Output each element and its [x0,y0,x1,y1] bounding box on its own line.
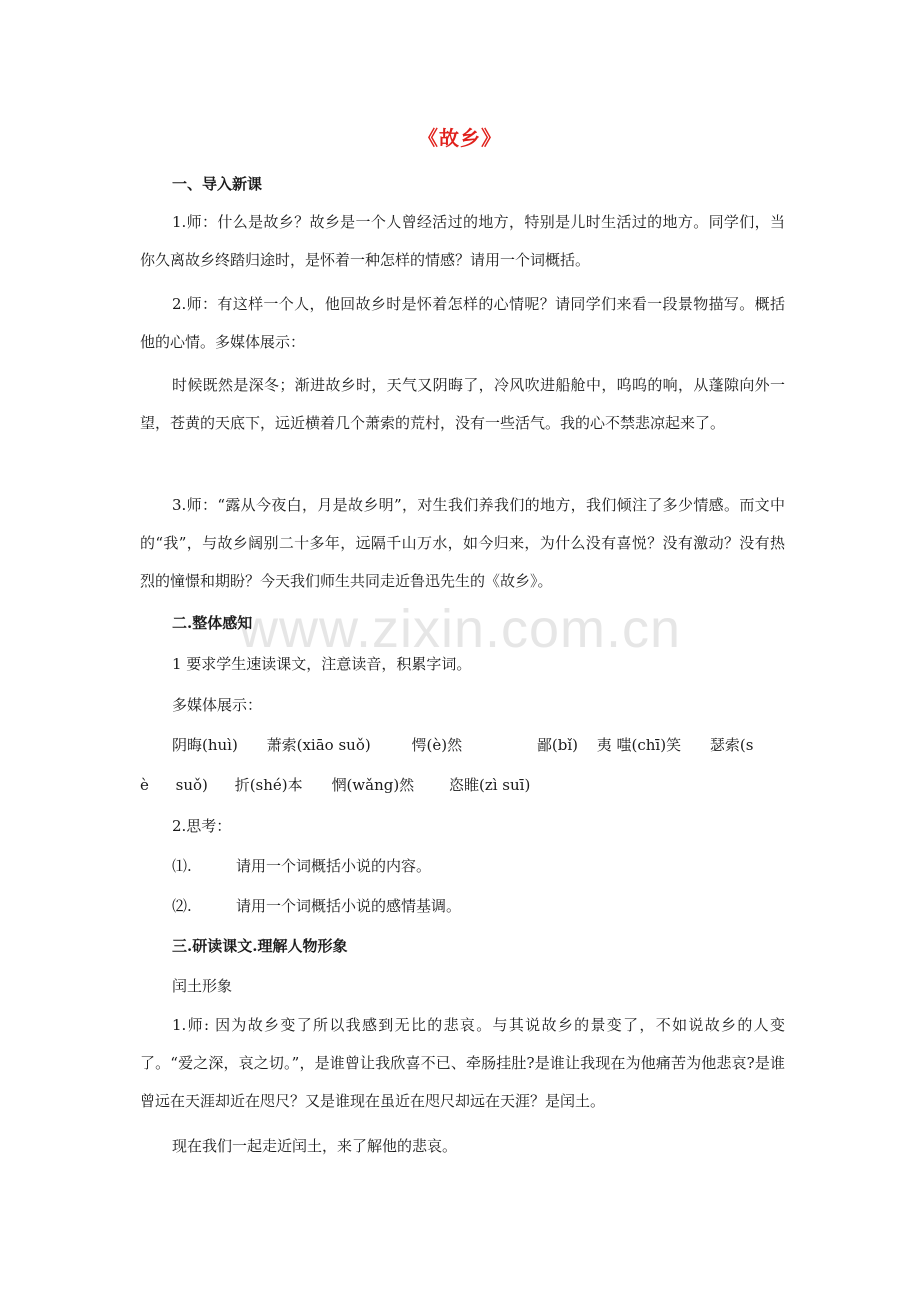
text-line: 1 要求学生速读课文，注意读音，积累字词。 [172,655,472,673]
question-item [172,855,431,876]
text-line: 2.思考： [172,817,232,835]
paragraph: 1.师：什么是故乡？故乡是一个人曾经活过的地方，特别是儿时生活过的地方。同学们，当你久离故乡终踏归途时，是怀着一种怎样的情感？请用一个词概括。 [140,213,785,269]
vocab-item: 折(shé)本 [234,776,303,794]
vocab-item: 恣睢(zì suī) [448,776,531,794]
page-title: 《故乡》 [418,126,502,150]
subheading: 闰土形象 [172,977,233,995]
vocab-item: suǒ) [175,776,208,794]
question-item [172,895,461,916]
section-heading-overview: 二.整体感知 [172,614,253,632]
vocab-item: 瑟索(s [709,736,754,754]
question-number: ⑵. [172,897,192,915]
vocab-row [172,734,753,755]
vocab-item: 鄙(bǐ) [536,736,578,754]
vocab-row [140,774,554,795]
question-number: ⑴. [172,857,192,875]
vocab-item: 惘(wǎng)然 [331,776,415,794]
vocab-item: 夷 嗤(chī)笑 [596,736,682,754]
vocab-item: è [140,776,149,794]
paragraph: 2.师：有这样一个人，他回故乡时是怀着怎样的心情呢？请同学们来看一段景物描写。概括他的心情。多媒体展示： [140,295,785,351]
paragraph: 现在我们一起走近闰土，来了解他的悲哀。 [172,1137,458,1155]
vocab-item: 萧索(xiāo suǒ) [266,736,371,754]
paragraph: 3.师：“露从今夜白，月是故乡明”，对生我们养我们的地方，我们倾注了多少情感。而文中的“我”，与故乡阔别二十多年，远隔千山万水，如今归来，为什么没有喜悦？没有激动？没有热烈的憧憬和期盼？今天我们师生共同走近鲁迅先生的《故乡》。 [140,496,785,590]
vocab-item: 阴晦(huì) [172,736,238,754]
question-text: 请用一个词概括小说的感情基调。 [236,897,462,915]
section-heading-analysis: 三.研读课文.理解人物形象 [172,937,348,955]
vocab-item: 愕(è)然 [411,736,463,754]
paragraph: 1.师: 因为故乡变了所以我感到无比的悲哀。与其说故乡的景变了，不如说故乡的人变了。“爱之深，哀之切。”，是谁曾让我欣喜不已、牵肠挂肚?是谁让我现在为他痛苦为他悲哀?是谁曾远在天涯却近在咫尺？又是谁现在虽近在咫尺却远在天涯？是闰土。 [140,1016,785,1110]
quoted-passage: 时候既然是深冬；渐进故乡时，天气又阴晦了，冷风吹进船舱中，呜呜的响，从蓬隙向外一望，苍黄的天底下，远近横着几个萧索的荒村，没有一些活气。我的心不禁悲凉起来了。 [140,376,785,432]
watermark: www.zixin.com.cn [238,599,682,659]
text-line: 多媒体展示： [172,696,263,714]
section-heading-intro: 一、导入新课 [172,175,263,193]
question-text: 请用一个词概括小说的内容。 [236,857,432,875]
